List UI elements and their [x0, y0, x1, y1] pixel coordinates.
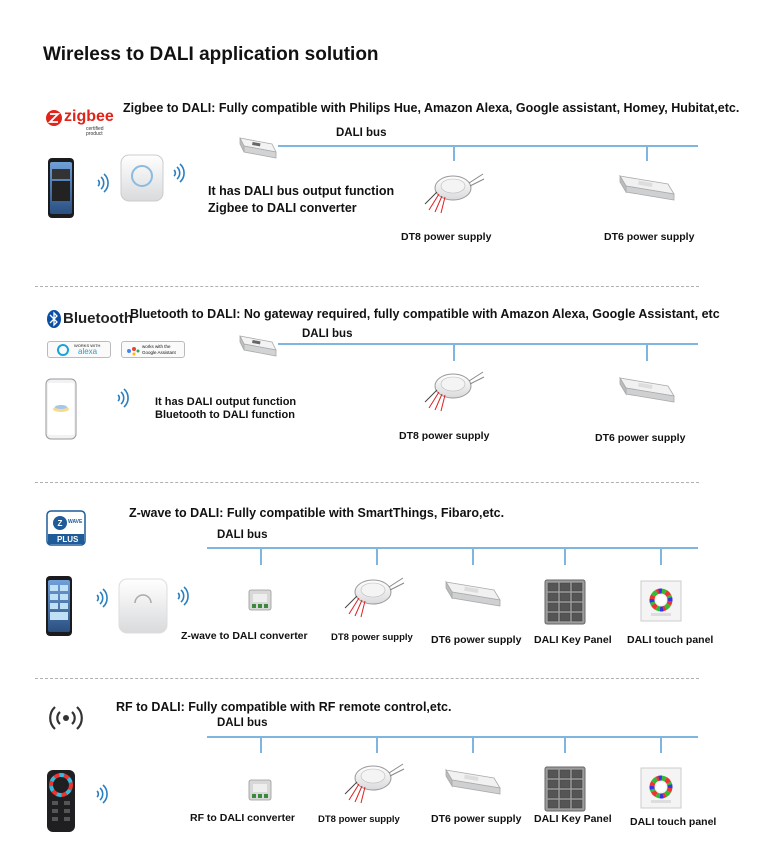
- bus-drop: [260, 549, 262, 565]
- dt8-power-supply: [425, 170, 489, 220]
- bluetooth-converter: [238, 332, 282, 362]
- dali-bus-line: [278, 145, 698, 147]
- alexa-icon: [58, 345, 68, 355]
- converter-desc: Zigbee to DALI converter: [208, 201, 357, 215]
- bus-label: DALI bus: [302, 328, 353, 340]
- dali-bus-line: [207, 736, 698, 738]
- bus-label: DALI bus: [217, 529, 268, 541]
- bus-drop: [376, 549, 378, 565]
- converter-label: Z-wave to DALI converter: [181, 630, 308, 642]
- dali-key-panel: [543, 578, 587, 626]
- rf-signal-icon: [47, 703, 85, 733]
- dt8-power-supply: [425, 368, 489, 418]
- dt6-power-supply: [616, 176, 680, 208]
- zwave-heading: Z-wave to DALI: Fully compatible with SmartThings, Fibaro,etc.: [129, 506, 505, 520]
- zigbee-converter: [238, 134, 282, 164]
- wifi-icon: [95, 783, 111, 805]
- dali-touch-panel: [639, 579, 683, 623]
- converter-label: RF to DALI converter: [190, 812, 296, 824]
- bus-drop: [646, 147, 648, 161]
- dt6-label: DT6 power supply: [595, 432, 686, 444]
- dt8-label: DT8 power supply: [399, 430, 490, 442]
- dali-bus-line: [278, 343, 698, 345]
- converter-desc: It has DALI bus output function: [208, 184, 395, 198]
- bluetooth-logo-word: Bluetooth: [63, 310, 133, 327]
- zwave-converter: [248, 588, 274, 612]
- phone-zigbee: [48, 157, 78, 221]
- bus-drop: [472, 549, 474, 565]
- key-panel-label: DALI Key Panel: [534, 634, 612, 646]
- dt6-label: DT6 power supply: [604, 231, 695, 243]
- zigbee-heading: Zigbee to DALI: Fully compatible with Philips Hue, Amazon Alexa, Google assistant, Homey, Hubitat,etc.: [123, 101, 740, 115]
- section-divider: [35, 286, 699, 287]
- hue-bridge: [120, 154, 164, 204]
- touch-panel-label: DALI touch panel: [630, 816, 717, 828]
- bus-drop: [376, 738, 378, 753]
- dali-key-panel: [543, 765, 587, 813]
- bus-drop: [646, 345, 648, 361]
- converter-desc: Bluetooth to DALI function: [155, 409, 295, 421]
- dt6-label: DT6 power supply: [431, 634, 522, 646]
- dali-bus-line: [207, 547, 698, 549]
- page-title: Wireless to DALI application solution: [43, 44, 379, 65]
- dali-touch-panel: [639, 766, 683, 810]
- dt6-power-supply: [442, 582, 506, 614]
- converter-desc: It has DALI output function: [155, 396, 297, 408]
- bus-drop: [260, 738, 262, 753]
- dt6-label: DT6 power supply: [431, 813, 522, 825]
- rf-converter: [248, 778, 274, 802]
- alexa-badge: WORKS WITH alexa: [47, 341, 111, 358]
- dt8-power-supply: [345, 574, 409, 624]
- google-badge: works with the Google Assistant: [121, 341, 185, 358]
- wifi-icon: [176, 585, 192, 607]
- bluetooth-heading: Bluetooth to DALI: No gateway required, fully compatible with Amazon Alexa, Google Assistant, etc: [130, 307, 720, 321]
- zigbee-logo-word: zigbee: [64, 108, 114, 125]
- zwave-hub: [118, 578, 168, 634]
- touch-panel-label: DALI touch panel: [627, 634, 714, 646]
- dt6-power-supply: [442, 770, 506, 802]
- dt8-power-supply: [345, 760, 409, 810]
- svg-text:Z: Z: [57, 519, 63, 528]
- bus-label: DALI bus: [336, 127, 387, 139]
- dt6-power-supply: [616, 378, 680, 410]
- wifi-icon: [116, 387, 132, 409]
- wifi-icon: [96, 172, 112, 194]
- bluetooth-logo: [46, 310, 64, 330]
- bus-label: DALI bus: [217, 717, 268, 729]
- bus-drop: [472, 738, 474, 753]
- bus-drop: [660, 738, 662, 753]
- wifi-icon: [95, 587, 111, 609]
- bus-drop: [564, 549, 566, 565]
- wifi-icon: [172, 162, 188, 184]
- section-divider: [35, 678, 699, 679]
- rf-heading: RF to DALI: Fully compatible with RF remote control,etc.: [116, 700, 452, 714]
- bus-drop: [564, 738, 566, 753]
- dt8-label: DT8 power supply: [331, 632, 413, 643]
- section-divider: [35, 482, 699, 483]
- phone-bluetooth: [46, 378, 76, 442]
- bus-drop: [453, 345, 455, 361]
- dt8-label: DT8 power supply: [318, 814, 400, 825]
- bus-drop: [660, 549, 662, 565]
- zigbee-logo-sub: certified product: [86, 126, 104, 137]
- bus-drop: [453, 147, 455, 161]
- dt8-label: DT8 power supply: [401, 231, 492, 243]
- rf-remote: [46, 769, 76, 833]
- google-assistant-icon: [127, 349, 131, 353]
- phone-zwave: [46, 575, 76, 639]
- key-panel-label: DALI Key Panel: [534, 813, 612, 825]
